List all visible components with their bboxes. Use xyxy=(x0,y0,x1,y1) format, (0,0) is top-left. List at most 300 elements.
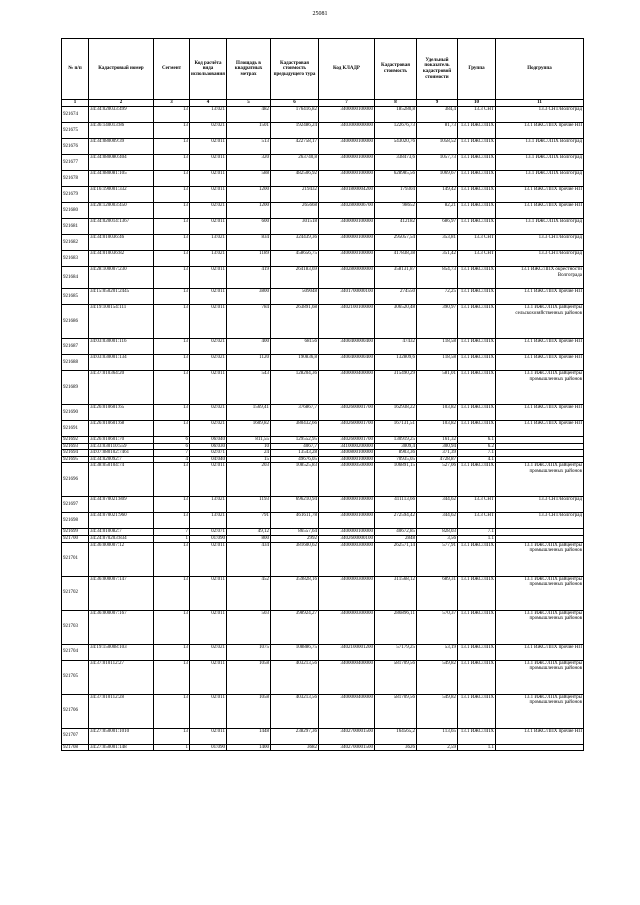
group-cell: 13.1 ИЖС/ЛПХ xyxy=(458,355,496,371)
row-number-cell: 921697 xyxy=(62,497,89,513)
subgroup-cell: 13.1 ИЖС/ЛПХ Волгоград xyxy=(496,219,584,235)
kladr-code-cell: 3400000500000 xyxy=(319,463,375,497)
specific-cost-cell: 549,82 xyxy=(417,660,458,694)
segment-cell: 13 xyxy=(154,610,190,644)
usage-code-cell: 02:011 xyxy=(190,728,227,744)
cadastral-cost-cell: 70935,05 xyxy=(375,456,417,463)
row-number-cell: 921686 xyxy=(62,305,89,339)
usage-code-cell: 02:021 xyxy=(190,644,227,660)
previous-cost-cell: 381600,62 xyxy=(271,542,319,576)
group-cell: 4.1 xyxy=(458,456,496,463)
kladr-code-cell: 3401700000100 xyxy=(319,289,375,305)
specific-cost-cell: 3,56 xyxy=(417,535,458,542)
row-number-cell: 921677 xyxy=(62,155,89,171)
segment-cell: 1 xyxy=(154,535,190,542)
cadastral-cost-cell: 130919,25 xyxy=(375,437,417,444)
column-number: 8 xyxy=(375,100,417,107)
area-cell: 1609,82 xyxy=(227,421,271,437)
previous-cost-cell: 263891,68 xyxy=(271,305,319,339)
specific-cost-cell: 149,42 xyxy=(417,187,458,203)
table-row xyxy=(62,251,584,267)
subgroup-cell: 13.1 ИЖС/ЛПХ Волгоград xyxy=(496,155,584,171)
column-header: Код расчёта вида использования xyxy=(190,39,227,100)
segment-cell: 13 xyxy=(154,371,190,405)
specific-cost-cell: 82,21 xyxy=(417,203,458,219)
kladr-code-cell: 3402800000000 xyxy=(319,267,375,289)
specific-cost-cell: 118,58 xyxy=(417,355,458,371)
previous-cost-cell: 324439,36 xyxy=(271,235,319,251)
subgroup-cell: 13.1 ИЖС/ЛПХ прочие НП xyxy=(496,123,584,139)
table-row xyxy=(62,660,584,694)
group-cell: 13.1 ИЖС/ЛПХ xyxy=(458,660,496,694)
group-cell: 13.1 ИЖС/ЛПХ xyxy=(458,542,496,576)
previous-cost-cell: 265668 xyxy=(271,203,319,219)
group-cell: 13.1 ИЖС/ЛПХ xyxy=(458,219,496,235)
cadastral-cost-cell: 581709,56 xyxy=(375,660,417,694)
kladr-code-cell: 3400000300000 xyxy=(319,610,375,644)
segment-cell: 13 xyxy=(154,305,190,339)
subgroup-cell: 13.1 ИЖС/ЛПХ райцентры промышленных районов xyxy=(496,694,584,728)
cadastral-cost-cell: 262571,14 xyxy=(375,542,417,576)
segment-cell: 13 xyxy=(154,203,190,219)
group-cell: 13.1 ИЖС/ЛПХ xyxy=(458,267,496,289)
cadastral-cost-cell: 417838,38 xyxy=(375,251,417,267)
previous-cost-cell: 128204,36 xyxy=(271,371,319,405)
specific-cost-cell: 384,4 xyxy=(417,107,458,123)
usage-code-cell: 04:040 xyxy=(190,456,227,463)
subgroup-cell: 13.3 СНТ/Волгоград xyxy=(496,497,584,513)
row-number-cell: 921681 xyxy=(62,219,89,235)
cadastral-cost-cell: 122676,73 xyxy=(375,123,417,139)
group-cell: 13.1 ИЖС/ЛПХ xyxy=(458,305,496,339)
kladr-code-cell: 3400000100000 xyxy=(319,155,375,171)
cadastral-number-cell: 34:37:010364:20 xyxy=(89,371,154,405)
table-row xyxy=(62,450,584,457)
previous-cost-cell: 192486,24 xyxy=(271,123,319,139)
cadastral-number-cell: 34:16:190001:332 xyxy=(89,187,154,203)
area-cell: 600 xyxy=(227,219,271,235)
table-row xyxy=(62,219,584,235)
cadastral-number-cell: 34:34:010036:46 xyxy=(89,235,154,251)
subgroup-cell: 13.1 ИЖС/ЛПХ прочие НП xyxy=(496,644,584,660)
area-cell: 1448 xyxy=(227,728,271,744)
kladr-code-cell: 3400000300000 xyxy=(319,542,375,576)
subgroup-cell: 13.1 ИЖС/ЛПХ райцентры промышленных районов xyxy=(496,542,584,576)
subgroup-cell xyxy=(496,535,584,542)
table-row xyxy=(62,123,584,139)
group-cell: 13.3 СНТ xyxy=(458,513,496,529)
segment-cell: 13 xyxy=(154,267,190,289)
subgroup-cell: 13.3 СНТ/Волгоград xyxy=(496,513,584,529)
subgroup-cell: 13.1 ИЖС/ЛПХ прочие НП xyxy=(496,405,584,421)
subgroup-cell xyxy=(496,443,584,450)
area-cell: 482 xyxy=(227,107,271,123)
previous-cost-cell: 13543,28 xyxy=(271,450,319,457)
usage-code-cell: 02:021 xyxy=(190,355,227,371)
previous-cost-cell: 359828,16 xyxy=(271,576,319,610)
cadastral-cost-cell: 306520,48 xyxy=(375,305,417,339)
row-number-cell: 921689 xyxy=(62,371,89,405)
group-cell: 6.1 xyxy=(458,437,496,444)
area-cell: 452 xyxy=(227,576,271,610)
cadastral-cost-cell: 106891,15 xyxy=(375,463,417,497)
previous-cost-cell: 403213,56 xyxy=(271,694,319,728)
previous-cost-cell: 422758,17 xyxy=(271,139,319,155)
cadastral-number-cell: 34:34:070021:960 xyxy=(89,513,154,529)
previous-cost-cell: 380432,66 xyxy=(271,421,319,437)
usage-code-cell: 13:021 xyxy=(190,107,227,123)
row-number-cell: 921705 xyxy=(62,660,89,694)
row-number-cell: 921676 xyxy=(62,139,89,155)
group-cell: 13.1 ИЖС/ЛПХ xyxy=(458,421,496,437)
usage-code-cell: 13:021 xyxy=(190,513,227,529)
cadastral-number-cell: 34:28:120003:450 xyxy=(89,203,154,219)
kladr-code-cell: 3402100100000 xyxy=(319,305,375,339)
table-row xyxy=(62,535,584,542)
column-number: 3 xyxy=(154,100,190,107)
table-row xyxy=(62,155,584,171)
cadastral-number-cell: 34:34:020092:7 xyxy=(89,456,154,463)
usage-code-cell: 02:021 xyxy=(190,405,227,421)
cadastral-cost-cell: 164565,2 xyxy=(375,728,417,744)
usage-code-cell: 01:090 xyxy=(190,744,227,751)
cadastral-cost-cell: 412182 xyxy=(375,219,417,235)
usage-code-cell: 01:090 xyxy=(190,535,227,542)
subgroup-cell xyxy=(496,529,584,536)
row-number-cell: 921682 xyxy=(62,235,89,251)
usage-code-cell: 02:011 xyxy=(190,463,227,497)
segment-cell: 13 xyxy=(154,289,190,305)
subgroup-cell: 13.1 ИЖС/ЛПХ прочие НП xyxy=(496,728,584,744)
group-cell: 13.1 ИЖС/ЛПХ xyxy=(458,694,496,728)
specific-cost-cell: 390,97 xyxy=(417,305,458,339)
segment-cell: 13 xyxy=(154,660,190,694)
page-number: 25081 xyxy=(312,11,328,17)
subgroup-cell xyxy=(496,450,584,457)
specific-cost-cell: 53,19 xyxy=(417,644,458,660)
cadastral-number-cell: 34:37:010112:28 xyxy=(89,694,154,728)
row-number-cell: 921701 xyxy=(62,542,89,576)
subgroup-cell: 13.1 ИЖС/ЛПХ прочие НП xyxy=(496,339,584,355)
specific-cost-cell: 353,81 xyxy=(417,235,458,251)
table-row xyxy=(62,644,584,660)
kladr-code-cell: 3400000300000 xyxy=(319,576,375,610)
column-number: 6 xyxy=(271,100,319,107)
row-number-cell: 921691 xyxy=(62,421,89,437)
table-row xyxy=(62,371,584,405)
table-row xyxy=(62,456,584,463)
area-cell: 419 xyxy=(227,267,271,289)
table-row xyxy=(62,529,584,536)
previous-cost-cell: 219432 xyxy=(271,187,319,203)
cadastral-number-cell: 34:38:050104:74 xyxy=(89,463,154,497)
area-cell: 49,12 xyxy=(227,529,271,536)
row-number-cell: 921692 xyxy=(62,437,89,444)
area-cell: 1120 xyxy=(227,355,271,371)
specific-cost-cell: 1069,67 xyxy=(417,171,458,187)
cadastral-number-cell: 34:36:000007:167 xyxy=(89,610,154,644)
column-header: Удельный показатель кадастровой стоимости xyxy=(417,39,458,100)
table-row xyxy=(62,443,584,450)
table-row xyxy=(62,267,584,289)
table-row xyxy=(62,235,584,251)
usage-code-cell: 02:011 xyxy=(190,542,227,576)
row-number-cell: 921707 xyxy=(62,728,89,744)
table-row xyxy=(62,355,584,371)
table-row xyxy=(62,187,584,203)
previous-cost-cell: 238297,36 xyxy=(271,728,319,744)
previous-cost-cell: 263740,8 xyxy=(271,155,319,171)
row-number-cell: 921699 xyxy=(62,529,89,536)
usage-code-cell: 02:071 xyxy=(190,529,227,536)
segment-cell: 13 xyxy=(154,405,190,421)
segment-cell: 13 xyxy=(154,107,190,123)
group-cell: 13.1 ИЖС/ЛПХ xyxy=(458,139,496,155)
cadastral-cost-cell: 185280,8 xyxy=(375,107,417,123)
usage-code-cell: 02:011 xyxy=(190,660,227,694)
kladr-code-cell: 3400000100000 xyxy=(319,497,375,513)
area-cell: 1200 xyxy=(227,203,271,219)
cadastral-number-cell: 34:34:020014:1367 xyxy=(89,219,154,235)
cadastral-cost-cell: 272594,42 xyxy=(375,513,417,529)
specific-cost-cell: 577,91 xyxy=(417,542,458,576)
cadastral-number-cell: 34:03:030001:116 xyxy=(89,339,154,355)
kladr-code-cell: 3400000100000 xyxy=(319,529,375,536)
cadastral-number-cell: 34:33:030110:559 xyxy=(89,443,154,450)
row-number-cell: 921704 xyxy=(62,644,89,660)
area-cell: 10 xyxy=(227,443,271,450)
segment-cell: 7 xyxy=(154,450,190,457)
group-cell: 7.1 xyxy=(458,529,496,536)
specific-cost-cell: 1058,52 xyxy=(417,139,458,155)
kladr-code-cell: 3400000400000 xyxy=(319,660,375,694)
row-number-cell: 921700 xyxy=(62,535,89,542)
previous-cost-cell: 696210,94 xyxy=(271,497,319,513)
row-number-cell: 921698 xyxy=(62,513,89,529)
kladr-code-cell: 3400000100000 xyxy=(319,456,375,463)
area-cell: 811,55 xyxy=(227,437,271,444)
subgroup-cell: 13.3 СНТ/Волгоград xyxy=(496,107,584,123)
kladr-code-cell: 3402600001700 xyxy=(319,437,375,444)
specific-cost-cell: 161,32 xyxy=(417,437,458,444)
segment-cell: 13 xyxy=(154,542,190,576)
row-number-cell: 921687 xyxy=(62,339,89,355)
segment-cell: 13 xyxy=(154,644,190,660)
group-cell: 1.1 xyxy=(458,744,496,751)
kladr-code-cell: 3402600001700 xyxy=(319,421,375,437)
subgroup-cell: 13.3 СНТ/Волгоград xyxy=(496,235,584,251)
segment-cell: 13 xyxy=(154,123,190,139)
cadastral-cost-cell: 57179,25 xyxy=(375,644,417,660)
specific-cost-cell: 1057,73 xyxy=(417,155,458,171)
column-header: Кадастровая стоимость xyxy=(375,39,417,100)
segment-cell: 6 xyxy=(154,437,190,444)
column-number: 10 xyxy=(458,100,496,107)
row-number-cell: 921703 xyxy=(62,610,89,644)
segment-cell: 13 xyxy=(154,497,190,513)
row-number-cell: 921679 xyxy=(62,187,89,203)
usage-code-cell: 06:030 xyxy=(190,443,227,450)
kladr-code-cell: 3400000100000 xyxy=(319,235,375,251)
previous-cost-cell: 129552,95 xyxy=(271,437,319,444)
usage-code-cell: 02:011 xyxy=(190,305,227,339)
usage-code-cell: 02:011 xyxy=(190,155,227,171)
previous-cost-cell: 482506,92 xyxy=(271,171,319,187)
specific-cost-cell: 854,73 xyxy=(417,267,458,289)
cadastral-number-cell: 34:34:020033:499 xyxy=(89,107,154,123)
segment-cell: 13 xyxy=(154,251,190,267)
area-cell: 400 xyxy=(227,339,271,355)
specific-cost-cell: 828,03 xyxy=(417,529,458,536)
usage-code-cell: 02:071 xyxy=(190,450,227,457)
kladr-code-cell: 3402100001200 xyxy=(319,644,375,660)
cadastral-cost-cell: 8903,36 xyxy=(375,450,417,457)
cadastral-number-cell: 34:34:010082:7 xyxy=(89,529,154,536)
kladr-code-cell: 3402600001700 xyxy=(319,405,375,421)
group-cell: 13.1 ИЖС/ЛПХ xyxy=(458,171,496,187)
table-row xyxy=(62,203,584,219)
row-number-cell: 921708 xyxy=(62,744,89,751)
area-cell: 800 xyxy=(227,535,271,542)
cadastral-number-cell: 34:19:100154:111 xyxy=(89,305,154,339)
row-number-cell: 921706 xyxy=(62,694,89,728)
area-cell: 1189 xyxy=(227,251,271,267)
usage-code-cell: 02:011 xyxy=(190,576,227,610)
subgroup-cell xyxy=(496,456,584,463)
usage-code-cell: 13:021 xyxy=(190,497,227,513)
column-header: Подгруппа xyxy=(496,39,584,100)
subgroup-cell: 13.1 ИЖС/ЛПХ райцентры промышленных районов xyxy=(496,371,584,405)
usage-code-cell: 02:011 xyxy=(190,187,227,203)
previous-cost-cell: 3682 xyxy=(271,744,319,751)
column-header: Группа xyxy=(458,39,496,100)
specific-cost-cell: 300,94 xyxy=(417,443,458,450)
usage-code-cell: 02:011 xyxy=(190,610,227,644)
previous-cost-cell: 108525,83 xyxy=(271,463,319,497)
previous-cost-cell: 49676,05 xyxy=(271,456,319,463)
kladr-code-cell: 3400000100000 xyxy=(319,219,375,235)
area-cell: 543 xyxy=(227,371,271,405)
table-row xyxy=(62,542,584,576)
segment-cell: 13 xyxy=(154,219,190,235)
segment-cell: 13 xyxy=(154,155,190,171)
usage-code-cell: 13:021 xyxy=(190,251,227,267)
group-cell: 13.1 ИЖС/ЛПХ xyxy=(458,289,496,305)
column-header: Кадастровая стоимость предыдущего тура xyxy=(271,39,319,100)
segment-cell: 13 xyxy=(154,235,190,251)
group-cell: 7.1 xyxy=(458,450,496,457)
column-number: 1 xyxy=(62,100,89,107)
cadastral-cost-cell: 162938,22 xyxy=(375,405,417,421)
previous-cost-cell: 509048 xyxy=(271,289,319,305)
cadastral-cost-cell: 167131,51 xyxy=(375,421,417,437)
cadastral-cost-cell: 3009,4 xyxy=(375,443,417,450)
column-number: 11 xyxy=(496,100,584,107)
column-number: 4 xyxy=(190,100,227,107)
table-row xyxy=(62,405,584,421)
row-number-cell: 921696 xyxy=(62,463,89,497)
subgroup-cell: 13.1 ИЖС/ЛПХ райцентры промышленных районов xyxy=(496,576,584,610)
row-number-cell: 921685 xyxy=(62,289,89,305)
cadastral-number-cell: 34:19:150008:103 xyxy=(89,644,154,660)
specific-cost-cell: 581,01 xyxy=(417,371,458,405)
usage-code-cell: 02:021 xyxy=(190,339,227,355)
segment-cell: 13 xyxy=(154,139,190,155)
kladr-code-cell: 3400000400000 xyxy=(319,694,375,728)
group-cell: 13.1 ИЖС/ЛПХ xyxy=(458,155,496,171)
group-cell: 13.1 ИЖС/ЛПХ xyxy=(458,123,496,139)
usage-code-cell: 02:021 xyxy=(190,421,227,437)
cadastral-cost-cell: 581709,56 xyxy=(375,694,417,728)
table-row xyxy=(62,694,584,728)
area-cell: 1569,41 xyxy=(227,405,271,421)
area-cell: 513 xyxy=(227,139,271,155)
subgroup-cell: 13.1 ИЖС/ЛПХ райцентры промышленных районов xyxy=(496,660,584,694)
cadastral-cost-cell: 274550 xyxy=(375,289,417,305)
group-cell: 13.1 ИЖС/ЛПХ xyxy=(458,576,496,610)
usage-code-cell: 02:021 xyxy=(190,203,227,219)
group-cell: 13.1 ИЖС/ЛПХ xyxy=(458,610,496,644)
row-number-cell: 921674 xyxy=(62,107,89,123)
row-number-cell: 921680 xyxy=(62,203,89,219)
area-cell: 3800 xyxy=(227,289,271,305)
column-header: № п/п xyxy=(62,39,89,100)
subgroup-cell: 13.1 ИЖС/ЛПХ прочие НП xyxy=(496,187,584,203)
previous-cost-cell: 176416,82 xyxy=(271,107,319,123)
area-cell: 791 xyxy=(227,513,271,529)
cadastral-cost-cell: 338473,6 xyxy=(375,155,417,171)
previous-cost-cell: 376867,7 xyxy=(271,405,319,421)
table-row xyxy=(62,171,584,187)
kladr-code-cell: 3400000100000 xyxy=(319,171,375,187)
kladr-code-cell: 3400000400000 xyxy=(319,371,375,405)
segment-cell: 1 xyxy=(154,744,190,751)
kladr-code-cell: 3400800100000 xyxy=(319,450,375,457)
cadastral-table xyxy=(61,38,584,751)
segment-cell: 6 xyxy=(154,443,190,450)
cadastral-number-cell: 34:26:010601:70 xyxy=(89,437,154,444)
cadastral-cost-cell: 132809,6 xyxy=(375,355,417,371)
segment-cell: 4 xyxy=(154,456,190,463)
specific-cost-cell: 344,62 xyxy=(417,513,458,529)
kladr-code-cell: 3400000100000 xyxy=(319,139,375,155)
kladr-code-cell: 3403000000000 xyxy=(319,123,375,139)
cadastral-cost-cell: 3626 xyxy=(375,744,417,751)
row-number-cell: 921684 xyxy=(62,267,89,289)
kladr-code-cell: 3400000100000 xyxy=(319,251,375,267)
specific-cost-cell: 103,82 xyxy=(417,405,458,421)
kladr-code-cell: 3402700001500 xyxy=(319,744,375,751)
usage-code-cell: 02:011 xyxy=(190,371,227,405)
segment-cell: 13 xyxy=(154,576,190,610)
group-cell: 13.3 СНТ xyxy=(458,107,496,123)
cadastral-number-cell: 34:34:080081:105 xyxy=(89,171,154,187)
row-number-cell: 921690 xyxy=(62,405,89,421)
cadastral-cost-cell: 98652 xyxy=(375,203,417,219)
column-header: Сегмент xyxy=(154,39,190,100)
column-number: 5 xyxy=(227,100,271,107)
specific-cost-cell: 686,97 xyxy=(417,219,458,235)
row-number-cell: 921693 xyxy=(62,443,89,450)
usage-code-cell: 02:011 xyxy=(190,171,227,187)
usage-code-cell: 02:011 xyxy=(190,267,227,289)
specific-cost-cell: 72,25 xyxy=(417,289,458,305)
specific-cost-cell: 4728,87 xyxy=(417,456,458,463)
cadastral-number-cell: 34:26:010601:65 xyxy=(89,405,154,421)
area-cell: 784 xyxy=(227,305,271,339)
table-row xyxy=(62,305,584,339)
cadastral-cost-cell: 295057,54 xyxy=(375,235,417,251)
